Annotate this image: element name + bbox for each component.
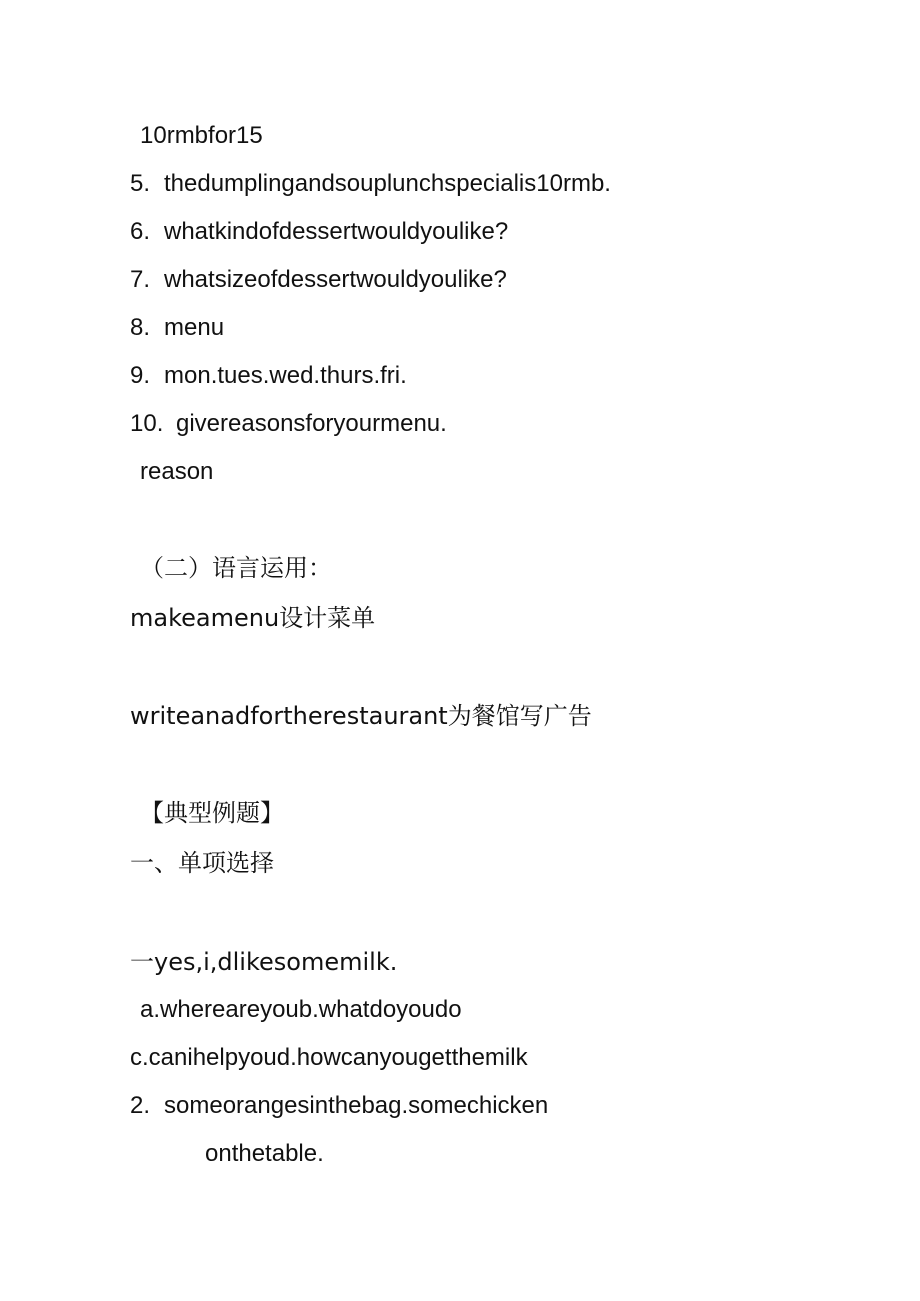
examples-heading: 【典型例题】 <box>140 799 284 827</box>
list-continuation: 10rmbfor15 <box>140 122 263 149</box>
list-item-5 <box>130 169 611 199</box>
list-item-9 <box>130 361 407 391</box>
list-item-text: whatsizeofdessertwouldyoulike? <box>164 266 507 293</box>
question-1-options-cd: c.canihelpyoud.howcanyougetthemilk <box>130 1044 528 1071</box>
list-item-text: thedumplingandsouplunchspecialis10rmb. <box>164 170 611 197</box>
question-2-line-1: someorangesinthebag.somechicken <box>164 1092 549 1119</box>
list-item-number: 8. <box>130 314 151 341</box>
list-item-text: mon.tues.wed.thurs.fri. <box>164 362 407 389</box>
list-item-text: menu <box>164 314 225 341</box>
question-number: 2. <box>130 1092 151 1119</box>
list-item-8 <box>130 313 224 343</box>
task-line-ad: writeanadfortherestaurant为餐馆写广告 <box>130 702 592 730</box>
list-item-text: givereasonsforyourmenu. <box>176 410 447 437</box>
list-item-number: 7. <box>130 266 151 293</box>
list-after-text: reason <box>140 458 214 485</box>
question-2 <box>130 1091 548 1121</box>
list-item-7 <box>130 265 507 295</box>
list-item-number: 9. <box>130 362 151 389</box>
list-item-text: whatkindofdessertwouldyoulike? <box>164 218 509 245</box>
list-item-6 <box>130 217 508 247</box>
part-heading: 一、单项选择 <box>130 849 274 877</box>
list-item-10 <box>130 409 447 439</box>
list-item-number: 6. <box>130 218 151 245</box>
task-line-menu: makeamenu设计菜单 <box>130 604 376 632</box>
list-item-number: 5. <box>130 170 151 197</box>
list-item-number: 10. <box>130 410 164 437</box>
question-1-options-ab: a.whereareyoub.whatdoyoudo <box>140 996 462 1023</box>
question-2-line-2: onthetable. <box>205 1140 324 1167</box>
section-heading: （二）语言运用： <box>140 554 332 582</box>
question-1-stem: 一yes,i,dlikesomemilk. <box>130 948 398 976</box>
